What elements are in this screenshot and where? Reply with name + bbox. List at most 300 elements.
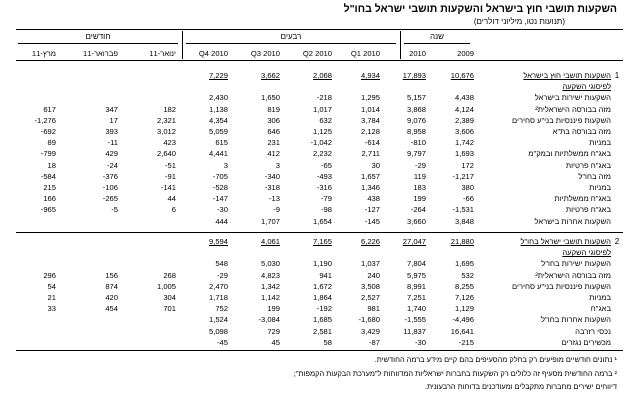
table-row (16, 104, 623, 115)
table-cell: 1,346 (360, 183, 380, 193)
section-number (611, 326, 623, 337)
table-cell: 347 (105, 104, 118, 114)
table-cell: -218 (316, 93, 332, 103)
section-number (611, 137, 623, 148)
table-cell: 2,068 (312, 71, 332, 80)
table-cell (56, 314, 118, 325)
table-row (16, 115, 623, 126)
table-cell: 7,251 (406, 293, 426, 303)
table-cell: 2,527 (360, 293, 380, 303)
section-number (611, 182, 623, 193)
table-cell: 420 (105, 293, 118, 303)
table-cell: -1,276 (34, 115, 56, 125)
row-label: באג"ח ממשלתיות ובמק"מ (528, 149, 611, 159)
col-header: מרץ-11 (31, 49, 56, 58)
row-label: מכשירים נגזרים (561, 337, 611, 347)
table-cell: 27,047 (402, 237, 426, 246)
section-number (611, 204, 623, 215)
table-cell: 7,804 (406, 259, 426, 269)
table-cell: 1,685 (312, 315, 332, 325)
table-cell: -318 (264, 183, 280, 193)
table-cell: 1,654 (312, 216, 332, 226)
table-cell (56, 258, 118, 269)
section-2-table (16, 236, 623, 348)
row-label: נכסי רזרבה (575, 326, 611, 336)
table-cell: -3,084 (258, 315, 280, 325)
table-cell: 4,354 (208, 115, 228, 125)
table-cell: -340 (264, 171, 280, 181)
section-number (611, 247, 623, 258)
table-cell (16, 81, 56, 92)
table-cell: 2,640 (156, 149, 176, 159)
table-cell: 3,606 (454, 127, 474, 137)
table-cell: -1,680 (358, 315, 380, 325)
table-cell: 240 (367, 270, 380, 280)
section-divider (16, 232, 623, 233)
table-row (16, 270, 623, 281)
row-label: במניות (589, 183, 611, 193)
row-label: השקעות תושבי חוץ בישראל (523, 71, 611, 80)
table-cell (228, 81, 280, 92)
table-cell: -493 (316, 171, 332, 181)
table-cell (118, 314, 176, 325)
section-number (611, 337, 623, 348)
table-cell (228, 247, 280, 258)
table-cell: 21,880 (450, 237, 474, 246)
table-cell: 632 (319, 115, 332, 125)
table-cell: -30 (217, 205, 228, 215)
table-cell: 8,958 (406, 127, 426, 137)
table-cell: 981 (367, 304, 380, 314)
table-cell: 1,650 (260, 93, 280, 103)
table-cell: -66 (463, 194, 474, 204)
table-cell: -141 (160, 183, 176, 193)
table-cell: 617 (43, 104, 56, 114)
table-cell: 4,441 (208, 149, 228, 159)
table-cell: 7,229 (208, 71, 228, 80)
table-cell: 2,389 (454, 115, 474, 125)
year-rule (404, 43, 470, 44)
row-label: באג"ח ממשלתיות (554, 194, 611, 204)
table-row (16, 81, 623, 92)
section-1-table (16, 70, 623, 227)
table-cell: -106 (102, 183, 118, 193)
table-cell: 3,868 (406, 104, 426, 114)
section-number: 2 (614, 237, 620, 246)
table-cell: -614 (364, 138, 380, 148)
table-cell: 45 (271, 337, 280, 347)
table-cell (280, 247, 332, 258)
table-cell (56, 216, 118, 227)
table-cell: 8,255 (454, 281, 474, 291)
section-number (611, 303, 623, 314)
table-row (16, 92, 623, 103)
table-cell (118, 70, 176, 81)
section-number (611, 148, 623, 159)
table-cell: 729 (267, 326, 280, 336)
table-cell: -147 (212, 194, 228, 204)
table-cell (16, 70, 56, 81)
table-cell: -1,217 (452, 171, 474, 181)
table-cell: 1,142 (260, 293, 280, 303)
table-row (16, 70, 623, 81)
table-cell: 3 (275, 160, 280, 170)
table-cell (56, 236, 118, 247)
section-number (611, 115, 623, 126)
table-cell (176, 247, 228, 258)
table-cell: 454 (105, 304, 118, 314)
table-cell: 1,342 (260, 281, 280, 291)
footnote-3: דיווחים ישירים מחברות מתקבלים ומעודכנים בדוחות הרבעונית. (424, 382, 617, 391)
table-cell: 1,718 (208, 293, 228, 303)
table-cell (118, 258, 176, 269)
table-cell (380, 81, 426, 92)
table-cell: 1,524 (208, 315, 228, 325)
table-cell (332, 81, 380, 92)
table-cell: 1,125 (312, 127, 332, 137)
table-cell: 231 (267, 138, 280, 148)
table-cell (118, 337, 176, 348)
table-cell: 17 (109, 115, 118, 125)
table-cell: 941 (319, 270, 332, 280)
section-number (611, 216, 623, 227)
table-cell: -192 (316, 304, 332, 314)
table-cell: 4,061 (260, 237, 280, 246)
table-cell: 3,012 (156, 127, 176, 137)
table-cell (56, 70, 118, 81)
table-cell: 3,848 (454, 216, 474, 226)
table-cell: 199 (413, 194, 426, 204)
table-cell: 532 (461, 270, 474, 280)
table-cell: 412 (267, 149, 280, 159)
table-cell: 304 (163, 293, 176, 303)
table-cell: 9,594 (208, 237, 228, 246)
table-cell: 393 (105, 127, 118, 137)
table-cell: 17,893 (402, 71, 426, 80)
table-cell (176, 81, 228, 92)
row-label: השקעות פיננסיות בני"ע סחירים (512, 115, 611, 125)
table-cell: 1,742 (454, 138, 474, 148)
table-cell: 9,797 (406, 149, 426, 159)
table-cell: 33 (47, 304, 56, 314)
table-cell: -1,531 (452, 205, 474, 215)
table-cell: 380 (461, 183, 474, 193)
table-cell: 268 (163, 270, 176, 280)
row-label: לפיסוגי השקעה (562, 82, 611, 92)
table-cell: -528 (212, 183, 228, 193)
section-number (611, 126, 623, 137)
column-header-row (16, 48, 474, 59)
table-cell: 3,784 (360, 115, 380, 125)
row-label: השקעות תושבי ישראל בחו"ל (520, 237, 611, 246)
table-cell: 1,864 (312, 293, 332, 303)
table-cell: 438 (367, 194, 380, 204)
table-cell: -29 (217, 270, 228, 280)
table-cell (56, 247, 118, 258)
table-cell: 199 (267, 304, 280, 314)
table-cell: -1,042 (310, 138, 332, 148)
section-number (611, 193, 623, 204)
table-cell: -51 (165, 160, 176, 170)
table-cell: -45 (217, 337, 228, 347)
table-cell: 1,190 (312, 259, 332, 269)
table-cell: -799 (40, 149, 56, 159)
table-row (16, 126, 623, 137)
table-cell: -705 (212, 171, 228, 181)
row-label: באג"ח פרטיות (565, 160, 611, 170)
table-cell: 4,934 (360, 71, 380, 80)
table-row (16, 137, 623, 148)
table-row (16, 326, 623, 337)
table-row (16, 258, 623, 269)
table-cell: 1,695 (454, 259, 474, 269)
table-cell: -1,555 (404, 315, 426, 325)
table-cell: 646 (267, 127, 280, 137)
table-cell: 4,823 (260, 270, 280, 280)
table-cell: 54 (47, 281, 56, 291)
table-cell: 172 (461, 160, 474, 170)
table-cell: 3 (223, 160, 228, 170)
table-row (16, 204, 623, 215)
table-cell: 166 (43, 194, 56, 204)
section-number (611, 104, 623, 115)
table-cell: 3,429 (360, 326, 380, 336)
table-row (16, 236, 623, 247)
table-cell: -13 (269, 194, 280, 204)
section-number (611, 171, 623, 182)
table-cell: -965 (40, 205, 56, 215)
table-cell: 5,975 (406, 270, 426, 280)
table-cell: 5,030 (260, 259, 280, 269)
row-label: באג"ח (590, 304, 611, 314)
table-cell (118, 247, 176, 258)
row-label: מזה בחו"ל (578, 171, 611, 181)
section-number (611, 314, 623, 325)
row-label: מזה בבורסה הישראלית² (535, 270, 611, 280)
table-cell: -264 (410, 205, 426, 215)
table-cell: 18 (47, 160, 56, 170)
table-cell: -29 (415, 160, 426, 170)
col-header: Q1 2010 (350, 49, 380, 58)
table-cell (426, 81, 474, 92)
table-cell: -810 (410, 138, 426, 148)
table-row (16, 314, 623, 325)
table-cell (16, 247, 56, 258)
table-row (16, 292, 623, 303)
table-cell: 156 (105, 270, 118, 280)
table-cell (56, 326, 118, 337)
table-cell: 6 (171, 205, 176, 215)
table-cell: 306 (267, 115, 280, 125)
page-title: השקעות תושבי חוץ בישראל והשקעות תושבי ישראל בחו"ל (343, 3, 617, 15)
table-cell: 2,581 (312, 326, 332, 336)
table-cell: 4,124 (454, 104, 474, 114)
table-cell: 89 (47, 138, 56, 148)
table-cell: 119 (413, 171, 426, 181)
table-cell: -4,496 (452, 315, 474, 325)
table-cell: 11,837 (403, 326, 426, 336)
table-cell: 215 (43, 183, 56, 193)
table-cell: 1,138 (208, 104, 228, 114)
table-cell: 2,232 (312, 149, 332, 159)
table-cell: 701 (163, 304, 176, 314)
table-cell: 30 (371, 160, 380, 170)
row-label: לפיסוגי השקעה (562, 248, 611, 258)
table-cell (16, 92, 56, 103)
table-cell: 5,059 (208, 127, 228, 137)
table-cell (426, 247, 474, 258)
col-header: 2010 (409, 49, 426, 58)
section-number (611, 258, 623, 269)
row-label: מזה בבורסה הישראלית² (535, 104, 611, 114)
table-cell: -11 (107, 138, 118, 148)
group-header-months: חודשים (85, 32, 111, 41)
table-cell: 1,707 (260, 216, 280, 226)
section-number (611, 281, 623, 292)
table-cell: 1,740 (406, 304, 426, 314)
table-row (16, 171, 623, 182)
table-cell: -127 (364, 205, 380, 215)
table-cell: 2,470 (208, 281, 228, 291)
table-cell: -98 (321, 205, 332, 215)
table-cell: -265 (102, 194, 118, 204)
table-cell: 3,662 (260, 71, 280, 80)
table-cell: 296 (43, 270, 56, 280)
table-cell: 423 (163, 138, 176, 148)
col-header: ינואר-11 (149, 49, 176, 58)
table-cell: 21 (47, 293, 56, 303)
table-cell: 6,226 (360, 237, 380, 246)
table-cell: 874 (105, 281, 118, 291)
table-row (16, 148, 623, 159)
table-cell: -584 (40, 171, 56, 181)
table-cell: -30 (415, 337, 426, 347)
table-cell: -65 (321, 160, 332, 170)
table-cell: -87 (369, 337, 380, 347)
table-cell: -9 (273, 205, 280, 215)
table-cell: 7,126 (454, 293, 474, 303)
table-cell (16, 314, 56, 325)
table-row (16, 337, 623, 348)
group-header-year: שנה (429, 32, 445, 41)
row-label: השקעות אחרות בחו"ל (541, 315, 611, 325)
table-row (16, 247, 623, 258)
table-cell: 58 (323, 337, 332, 347)
section-number (611, 270, 623, 281)
table-cell (380, 247, 426, 258)
table-cell: 2,321 (156, 115, 176, 125)
table-cell: 7,165 (312, 237, 332, 246)
table-cell: 183 (413, 183, 426, 193)
row-label: באג"ח פרטיות (565, 205, 611, 215)
months-rule (18, 43, 178, 44)
row-label: מזה בבורסה בת"א (552, 127, 611, 137)
table-cell (16, 236, 56, 247)
row-label: במניות (589, 138, 611, 148)
table-cell (118, 216, 176, 227)
table-cell: 1,037 (360, 259, 380, 269)
footnote-1: ¹ נתונים חודשיים מופיעים רק בחלק מהסעיפים בהם קיים מידע ברמה החודשית. (374, 355, 617, 364)
table-cell: 2,711 (361, 149, 380, 159)
table-cell: -24 (107, 160, 118, 170)
table-cell: 5,157 (406, 93, 426, 103)
table-cell: -376 (102, 171, 118, 181)
table-cell: 2,128 (360, 127, 380, 137)
table-cell: 1,014 (360, 104, 380, 114)
table-cell: -91 (165, 171, 176, 181)
table-cell: 3,660 (406, 216, 426, 226)
table-cell: 44 (167, 194, 176, 204)
table-cell: 9,076 (406, 115, 426, 125)
row-label: השקעות ישירות בישראל (534, 93, 611, 103)
footnote-2: ² ברמה החודשית מסעיף זה כלולים רק השקעות בחברות ישראליות המדווחות ל"מערכת הבקעות הקמפות"; (293, 369, 617, 378)
section-number (611, 292, 623, 303)
table-cell: 819 (267, 104, 280, 114)
table-cell: -79 (321, 194, 332, 204)
table-cell: -145 (364, 216, 380, 226)
page-subtitle: (תנועות נטו, מיליוני דולרים) (473, 17, 565, 26)
table-cell: 4,438 (454, 93, 474, 103)
table-cell: 752 (215, 304, 228, 314)
table-cell (16, 337, 56, 348)
table-cell: 5,098 (208, 326, 228, 336)
top-rule (16, 29, 623, 30)
bottom-rule (16, 350, 623, 351)
table-cell (16, 326, 56, 337)
table-cell: 1,672 (312, 281, 332, 291)
table-cell (332, 247, 380, 258)
table-cell: 1,017 (312, 104, 332, 114)
row-label: השקעות אחרות בישראל (534, 216, 611, 226)
table-cell: -692 (40, 127, 56, 137)
col-header: Q2 2010 (302, 49, 332, 58)
table-cell: 1,693 (454, 149, 474, 159)
table-cell (118, 236, 176, 247)
table-cell (118, 326, 176, 337)
group-header-quarters: רבעים (280, 32, 302, 41)
table-cell: 1,005 (156, 281, 176, 291)
table-row (16, 182, 623, 193)
header-bottom-rule (16, 60, 623, 61)
table-row (16, 160, 623, 171)
table-cell (16, 258, 56, 269)
row-label: השקעות ישירות בחו"ל (541, 259, 611, 269)
table-cell: 548 (215, 259, 228, 269)
table-cell: 615 (215, 138, 228, 148)
col-header: פברואר-11 (82, 49, 118, 58)
table-cell: 1,657 (360, 171, 380, 181)
table-row (16, 281, 623, 292)
section-number (611, 81, 623, 92)
table-cell (56, 92, 118, 103)
section-number (611, 92, 623, 103)
section-number (611, 160, 623, 171)
table-cell: 10,676 (450, 71, 474, 80)
table-cell: -215 (458, 337, 474, 347)
table-cell: 182 (163, 104, 176, 114)
table-cell (56, 337, 118, 348)
table-cell: -5 (111, 205, 118, 215)
row-label: השקעות פיננסיות בני"ע סחירים (512, 281, 611, 291)
table-cell (118, 92, 176, 103)
col-header: Q3 2010 (250, 49, 280, 58)
col-header: 2009 (457, 49, 474, 58)
table-row (16, 303, 623, 314)
table-cell: 16,641 (450, 326, 474, 336)
table-row (16, 193, 623, 204)
table-cell (280, 81, 332, 92)
row-label: במניות (589, 293, 611, 303)
